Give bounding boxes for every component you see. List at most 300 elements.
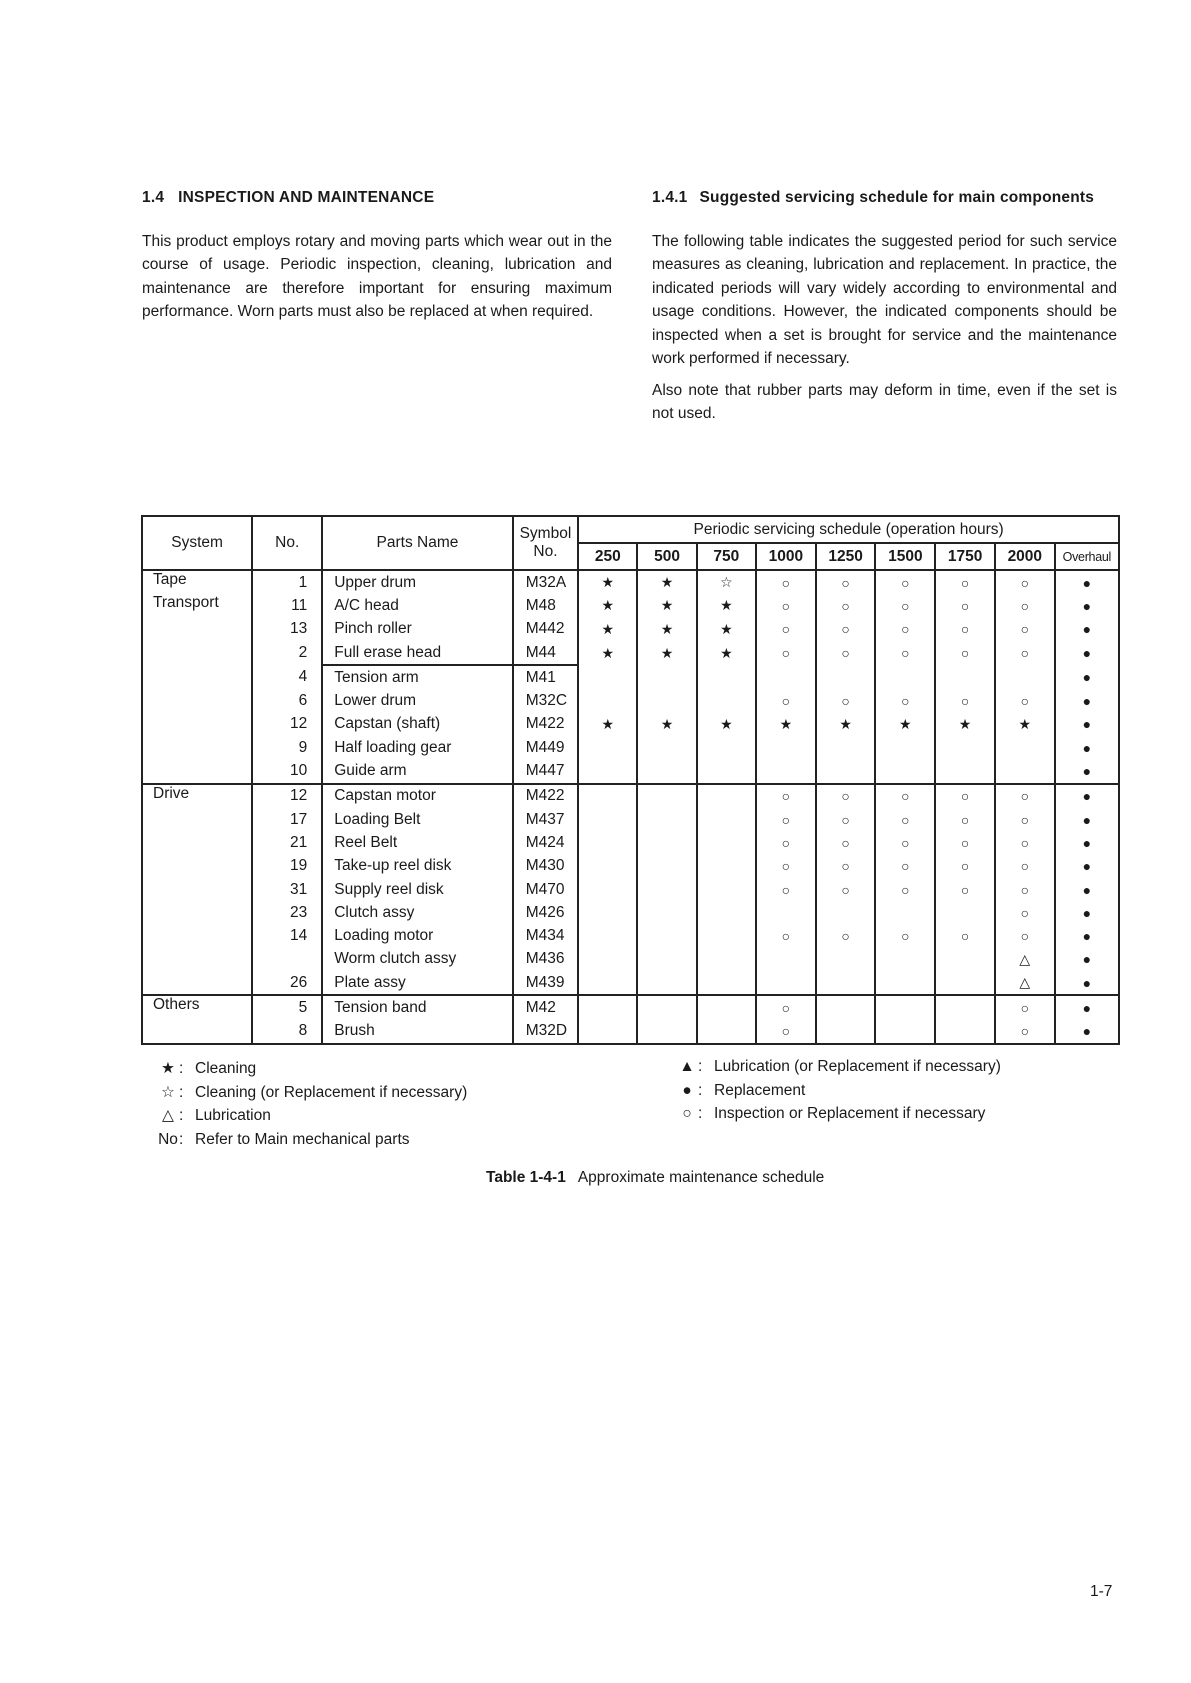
- cell-part-name: Supply reel disk: [322, 878, 512, 901]
- cell-no: 23: [252, 901, 322, 924]
- cell-no: 2: [252, 641, 322, 665]
- cell-schedule-mark: [816, 665, 876, 689]
- subsection-title: Suggested servicing schedule for main components: [699, 189, 1095, 206]
- cell-schedule-mark: ★: [697, 713, 756, 736]
- cell-schedule-mark: [697, 808, 756, 831]
- cell-schedule-mark: [875, 948, 935, 971]
- table-row: [142, 1020, 1119, 1044]
- caption-text: Approximate maintenance schedule: [577, 1169, 825, 1186]
- cell-part-name: Plate assy: [322, 971, 512, 995]
- cell-symbol: M422: [513, 713, 578, 736]
- header-hours: 1250: [816, 543, 876, 570]
- cell-symbol: M422: [513, 784, 578, 808]
- rubber-parts-paragraph: Also note that rubber parts may deform in time, even if the set is not used.: [652, 381, 1117, 422]
- cell-schedule-mark: ●: [1055, 665, 1119, 689]
- table-row: [142, 878, 1119, 901]
- legend-text: Replacement: [714, 1081, 806, 1099]
- section-number: 1.4: [142, 189, 165, 206]
- cell-part-name: Upper drum: [322, 570, 512, 594]
- table-row: [142, 594, 1119, 617]
- cell-symbol: M44: [513, 641, 578, 665]
- header-symbol: [513, 516, 578, 570]
- header-overhaul: Overhaul: [1055, 543, 1119, 570]
- cell-schedule-mark: ○: [756, 831, 816, 854]
- cell-no: 5: [252, 995, 322, 1019]
- cell-part-name: Take-up reel disk: [322, 855, 512, 878]
- cell-schedule-mark: ○: [875, 808, 935, 831]
- cell-no: 4: [252, 665, 322, 689]
- cell-schedule-mark: ○: [935, 641, 995, 665]
- cell-schedule-mark: [756, 948, 816, 971]
- cell-schedule-mark: ○: [816, 784, 876, 808]
- legend-item: △ : Lubrication: [157, 1104, 467, 1128]
- cell-part-name: Worm clutch assy: [322, 948, 512, 971]
- cell-system: Tape: [142, 570, 252, 594]
- cell-schedule-mark: [578, 878, 637, 901]
- table-row: [142, 855, 1119, 878]
- cell-schedule-mark: [697, 855, 756, 878]
- cell-schedule-mark: ★: [578, 618, 637, 641]
- cell-symbol: M439: [513, 971, 578, 995]
- cell-no: 8: [252, 1020, 322, 1044]
- header-parts-name: Parts Name: [322, 516, 512, 570]
- cell-schedule-mark: [935, 971, 995, 995]
- circle-filled-icon: ●: [682, 1081, 692, 1099]
- cell-system: [142, 831, 252, 854]
- cell-system: [142, 1020, 252, 1044]
- cell-schedule-mark: [697, 759, 756, 783]
- section-heading: [142, 186, 612, 210]
- cell-schedule-mark: [637, 784, 696, 808]
- cell-schedule-mark: ★: [875, 713, 935, 736]
- cell-schedule-mark: [637, 878, 696, 901]
- cell-system: [142, 736, 252, 759]
- cell-schedule-mark: [578, 808, 637, 831]
- section-inspection-maintenance: [142, 186, 612, 332]
- cell-symbol: M48: [513, 594, 578, 617]
- cell-schedule-mark: ○: [875, 924, 935, 947]
- cell-schedule-mark: ○: [816, 618, 876, 641]
- legend-text: Lubrication (or Replacement if necessary): [714, 1058, 1001, 1075]
- cell-schedule-mark: ●: [1055, 689, 1119, 712]
- cell-schedule-mark: ○: [756, 594, 816, 617]
- cell-schedule-mark: ●: [1055, 878, 1119, 901]
- cell-no: 10: [252, 759, 322, 783]
- cell-schedule-mark: ●: [1055, 948, 1119, 971]
- table-row: [142, 689, 1119, 712]
- cell-schedule-mark: [578, 948, 637, 971]
- header-symbol-line1: Symbol: [519, 525, 572, 542]
- cell-schedule-mark: ●: [1055, 971, 1119, 995]
- cell-schedule-mark: ●: [1055, 713, 1119, 736]
- cell-schedule-mark: ●: [1055, 784, 1119, 808]
- cell-symbol: M41: [513, 665, 578, 689]
- cell-schedule-mark: ●: [1055, 594, 1119, 617]
- cell-schedule-mark: ●: [1055, 618, 1119, 641]
- cell-schedule-mark: [697, 689, 756, 712]
- legend-text: Cleaning (or Replacement if necessary): [195, 1083, 468, 1101]
- cell-schedule-mark: [756, 736, 816, 759]
- cell-symbol: M32D: [513, 1020, 578, 1044]
- cell-schedule-mark: [578, 1020, 637, 1044]
- cell-schedule-mark: [637, 759, 696, 783]
- cell-schedule-mark: [578, 924, 637, 947]
- cell-schedule-mark: ★: [816, 713, 876, 736]
- cell-system: [142, 924, 252, 947]
- cell-system: [142, 618, 252, 641]
- cell-schedule-mark: ○: [756, 995, 816, 1019]
- cell-schedule-mark: [935, 995, 995, 1019]
- cell-schedule-mark: ○: [935, 831, 995, 854]
- cell-part-name: Pinch roller: [322, 618, 512, 641]
- cell-schedule-mark: ☆: [697, 570, 756, 594]
- cell-part-name: A/C head: [322, 594, 512, 617]
- cell-schedule-mark: ○: [756, 641, 816, 665]
- table-row: [142, 641, 1119, 665]
- cell-schedule-mark: [935, 759, 995, 783]
- cell-schedule-mark: ★: [756, 713, 816, 736]
- cell-schedule-mark: ★: [637, 713, 696, 736]
- cell-system: [142, 901, 252, 924]
- cell-schedule-mark: [995, 665, 1055, 689]
- cell-schedule-mark: [875, 736, 935, 759]
- legend-right: [676, 1055, 1001, 1126]
- cell-schedule-mark: ○: [816, 855, 876, 878]
- cell-schedule-mark: ★: [578, 570, 637, 594]
- cell-schedule-mark: ○: [816, 641, 876, 665]
- star-outline-icon: ☆: [161, 1083, 175, 1101]
- caption-label: Table 1-4-1: [486, 1169, 566, 1186]
- cell-schedule-mark: ○: [935, 689, 995, 712]
- cell-schedule-mark: [637, 736, 696, 759]
- cell-schedule-mark: ★: [995, 713, 1055, 736]
- legend-item: ☆ : Cleaning (or Replacement if necessary): [157, 1081, 467, 1105]
- cell-system: [142, 759, 252, 783]
- cell-no: 31: [252, 878, 322, 901]
- cell-schedule-mark: ★: [935, 713, 995, 736]
- table-row: [142, 808, 1119, 831]
- legend-left: [157, 1057, 467, 1151]
- cell-schedule-mark: [935, 665, 995, 689]
- cell-symbol: M434: [513, 924, 578, 947]
- legend-item: ▲ : Lubrication (or Replacement if necessary): [676, 1055, 1001, 1079]
- cell-schedule-mark: [578, 759, 637, 783]
- cell-schedule-mark: [935, 948, 995, 971]
- cell-no: 6: [252, 689, 322, 712]
- cell-schedule-mark: ○: [756, 878, 816, 901]
- cell-part-name: Capstan (shaft): [322, 713, 512, 736]
- header-hours: 2000: [995, 543, 1055, 570]
- cell-schedule-mark: [756, 901, 816, 924]
- cell-schedule-mark: ○: [995, 594, 1055, 617]
- cell-schedule-mark: [816, 948, 876, 971]
- cell-symbol: M442: [513, 618, 578, 641]
- cell-system: [142, 713, 252, 736]
- cell-schedule-mark: [697, 971, 756, 995]
- cell-schedule-mark: ●: [1055, 570, 1119, 594]
- cell-no: 17: [252, 808, 322, 831]
- header-hours: 500: [637, 543, 696, 570]
- cell-schedule-mark: ○: [935, 594, 995, 617]
- cell-system: Drive: [142, 784, 252, 808]
- legend-text: Inspection or Replacement if necessary: [714, 1105, 986, 1122]
- cell-no: 19: [252, 855, 322, 878]
- cell-schedule-mark: [637, 1020, 696, 1044]
- cell-no: 12: [252, 713, 322, 736]
- cell-schedule-mark: △: [995, 971, 1055, 995]
- header-schedule: Periodic servicing schedule (operation hours): [578, 516, 1119, 543]
- cell-schedule-mark: [697, 995, 756, 1019]
- table-row: [142, 759, 1119, 783]
- cell-schedule-mark: ○: [995, 1020, 1055, 1044]
- cell-schedule-mark: [637, 831, 696, 854]
- cell-schedule-mark: ○: [995, 924, 1055, 947]
- cell-schedule-mark: ○: [875, 641, 935, 665]
- cell-no: [252, 948, 322, 971]
- star-filled-icon: ★: [161, 1060, 175, 1077]
- cell-schedule-mark: ●: [1055, 831, 1119, 854]
- cell-system: [142, 948, 252, 971]
- cell-schedule-mark: [875, 995, 935, 1019]
- subsection-number: 1.4.1: [652, 189, 688, 206]
- cell-symbol: M32C: [513, 689, 578, 712]
- table-row: [142, 618, 1119, 641]
- cell-schedule-mark: ○: [816, 570, 876, 594]
- cell-part-name: Clutch assy: [322, 901, 512, 924]
- cell-schedule-mark: ●: [1055, 995, 1119, 1019]
- cell-schedule-mark: ○: [756, 784, 816, 808]
- maintenance-schedule-table: [141, 515, 1120, 1045]
- table-row: [142, 831, 1119, 854]
- cell-schedule-mark: ○: [995, 641, 1055, 665]
- cell-schedule-mark: ●: [1055, 855, 1119, 878]
- cell-symbol: M42: [513, 995, 578, 1019]
- cell-schedule-mark: ○: [935, 570, 995, 594]
- cell-schedule-mark: ○: [756, 570, 816, 594]
- cell-schedule-mark: [637, 665, 696, 689]
- cell-part-name: Loading motor: [322, 924, 512, 947]
- cell-symbol: M470: [513, 878, 578, 901]
- cell-symbol: M32A: [513, 570, 578, 594]
- cell-schedule-mark: ○: [875, 689, 935, 712]
- cell-schedule-mark: ○: [995, 878, 1055, 901]
- cell-schedule-mark: ○: [995, 689, 1055, 712]
- cell-schedule-mark: [875, 971, 935, 995]
- cell-part-name: Reel Belt: [322, 831, 512, 854]
- cell-schedule-mark: [995, 736, 1055, 759]
- cell-schedule-mark: [816, 1020, 876, 1044]
- cell-schedule-mark: ○: [995, 831, 1055, 854]
- cell-no: 9: [252, 736, 322, 759]
- cell-part-name: Guide arm: [322, 759, 512, 783]
- cell-schedule-mark: ○: [816, 924, 876, 947]
- cell-schedule-mark: ○: [995, 808, 1055, 831]
- cell-system: [142, 808, 252, 831]
- legend-item: No: Refer to Main mechanical parts: [157, 1128, 467, 1152]
- cell-schedule-mark: ●: [1055, 1020, 1119, 1044]
- cell-symbol: M449: [513, 736, 578, 759]
- header-hours: 1750: [935, 543, 995, 570]
- cell-schedule-mark: ○: [935, 784, 995, 808]
- triangle-filled-icon: ▲: [679, 1058, 695, 1075]
- cell-schedule-mark: [697, 665, 756, 689]
- header-no: No.: [252, 516, 322, 570]
- cell-schedule-mark: ○: [935, 808, 995, 831]
- cell-schedule-mark: [578, 831, 637, 854]
- cell-schedule-mark: [697, 1020, 756, 1044]
- triangle-outline-icon: △: [162, 1107, 174, 1124]
- legend-text: Cleaning: [195, 1060, 257, 1077]
- cell-schedule-mark: ○: [995, 855, 1055, 878]
- cell-schedule-mark: ★: [697, 641, 756, 665]
- cell-system: Transport: [142, 594, 252, 617]
- cell-symbol: M437: [513, 808, 578, 831]
- table-row: [142, 736, 1119, 759]
- section-title: INSPECTION AND MAINTENANCE: [178, 189, 435, 206]
- table-row: [142, 713, 1119, 736]
- intro-paragraph: This product employs rotary and moving parts which wear out in the course of usage. Periodic inspection, cleaning, lubrication and maintenance are therefore important for ensuring maximum performance. Worn parts must also be replaced at when required.: [142, 232, 612, 320]
- cell-system: [142, 689, 252, 712]
- cell-schedule-mark: ○: [935, 878, 995, 901]
- cell-system: [142, 665, 252, 689]
- table-row: [142, 784, 1119, 808]
- cell-schedule-mark: [578, 901, 637, 924]
- cell-part-name: Lower drum: [322, 689, 512, 712]
- cell-part-name: Capstan motor: [322, 784, 512, 808]
- cell-schedule-mark: [578, 995, 637, 1019]
- cell-no: 11: [252, 594, 322, 617]
- header-hours: 750: [697, 543, 756, 570]
- cell-schedule-mark: ○: [875, 618, 935, 641]
- table-row: [142, 924, 1119, 947]
- cell-schedule-mark: ○: [816, 689, 876, 712]
- legend-text: Refer to Main mechanical parts: [195, 1130, 410, 1148]
- cell-schedule-mark: [578, 736, 637, 759]
- cell-no: 21: [252, 831, 322, 854]
- cell-symbol: M447: [513, 759, 578, 783]
- cell-part-name: Loading Belt: [322, 808, 512, 831]
- header-hours: 250: [578, 543, 637, 570]
- cell-schedule-mark: [637, 808, 696, 831]
- cell-schedule-mark: [816, 995, 876, 1019]
- cell-schedule-mark: ○: [875, 855, 935, 878]
- cell-schedule-mark: ○: [756, 1020, 816, 1044]
- cell-schedule-mark: ★: [697, 594, 756, 617]
- cell-schedule-mark: [697, 878, 756, 901]
- table-row: [142, 901, 1119, 924]
- legend-text: Lubrication: [195, 1107, 271, 1124]
- table-row: [142, 971, 1119, 995]
- cell-schedule-mark: ★: [637, 594, 696, 617]
- cell-schedule-mark: [875, 759, 935, 783]
- cell-schedule-mark: △: [995, 948, 1055, 971]
- cell-system: [142, 641, 252, 665]
- header-hours: 1500: [875, 543, 935, 570]
- cell-schedule-mark: ○: [875, 878, 935, 901]
- circle-outline-icon: ○: [682, 1105, 692, 1122]
- cell-schedule-mark: ●: [1055, 641, 1119, 665]
- cell-schedule-mark: ○: [995, 901, 1055, 924]
- cell-schedule-mark: ○: [995, 995, 1055, 1019]
- cell-schedule-mark: ★: [637, 570, 696, 594]
- cell-schedule-mark: ○: [756, 855, 816, 878]
- cell-schedule-mark: ○: [995, 618, 1055, 641]
- cell-schedule-mark: [816, 736, 876, 759]
- page-number: 1-7: [1090, 1583, 1113, 1600]
- cell-schedule-mark: ★: [637, 618, 696, 641]
- cell-schedule-mark: [637, 948, 696, 971]
- cell-schedule-mark: ○: [875, 570, 935, 594]
- cell-symbol: M424: [513, 831, 578, 854]
- cell-schedule-mark: [697, 831, 756, 854]
- cell-schedule-mark: [756, 759, 816, 783]
- header-system: System: [142, 516, 252, 570]
- cell-schedule-mark: ○: [816, 594, 876, 617]
- cell-schedule-mark: [697, 924, 756, 947]
- cell-schedule-mark: [995, 759, 1055, 783]
- cell-part-name: Brush: [322, 1020, 512, 1044]
- cell-schedule-mark: ○: [756, 924, 816, 947]
- cell-no: 26: [252, 971, 322, 995]
- cell-schedule-mark: [816, 971, 876, 995]
- cell-schedule-mark: ○: [816, 878, 876, 901]
- cell-schedule-mark: [697, 948, 756, 971]
- cell-schedule-mark: [875, 901, 935, 924]
- cell-schedule-mark: [935, 901, 995, 924]
- cell-schedule-mark: [935, 1020, 995, 1044]
- cell-schedule-mark: ●: [1055, 924, 1119, 947]
- cell-schedule-mark: [578, 784, 637, 808]
- legend-item: ● : Replacement: [676, 1079, 1001, 1103]
- table-caption: [486, 1169, 824, 1187]
- table-row: [142, 995, 1119, 1019]
- cell-symbol: M430: [513, 855, 578, 878]
- cell-schedule-mark: ○: [875, 784, 935, 808]
- cell-schedule-mark: ★: [637, 641, 696, 665]
- cell-schedule-mark: [816, 901, 876, 924]
- cell-schedule-mark: [697, 901, 756, 924]
- header-hours: 1000: [756, 543, 816, 570]
- cell-part-name: Tension arm: [322, 665, 512, 689]
- cell-schedule-mark: ●: [1055, 901, 1119, 924]
- cell-schedule-mark: ○: [875, 594, 935, 617]
- cell-schedule-mark: [637, 995, 696, 1019]
- cell-schedule-mark: [578, 855, 637, 878]
- cell-schedule-mark: [578, 971, 637, 995]
- cell-no: 13: [252, 618, 322, 641]
- schedule-body: [142, 570, 1119, 1044]
- cell-schedule-mark: [816, 759, 876, 783]
- cell-part-name: Full erase head: [322, 641, 512, 665]
- cell-schedule-mark: ○: [816, 831, 876, 854]
- cell-system: [142, 855, 252, 878]
- cell-schedule-mark: ○: [935, 618, 995, 641]
- cell-schedule-mark: ○: [935, 924, 995, 947]
- cell-schedule-mark: ○: [995, 570, 1055, 594]
- cell-schedule-mark: [875, 665, 935, 689]
- cell-schedule-mark: [637, 855, 696, 878]
- cell-schedule-mark: [578, 665, 637, 689]
- cell-symbol: M426: [513, 901, 578, 924]
- cell-schedule-mark: ○: [816, 808, 876, 831]
- cell-schedule-mark: ○: [935, 855, 995, 878]
- cell-schedule-mark: [578, 689, 637, 712]
- cell-schedule-mark: ○: [756, 618, 816, 641]
- cell-symbol: M436: [513, 948, 578, 971]
- cell-schedule-mark: [637, 901, 696, 924]
- cell-schedule-mark: ○: [995, 784, 1055, 808]
- cell-schedule-mark: [637, 971, 696, 995]
